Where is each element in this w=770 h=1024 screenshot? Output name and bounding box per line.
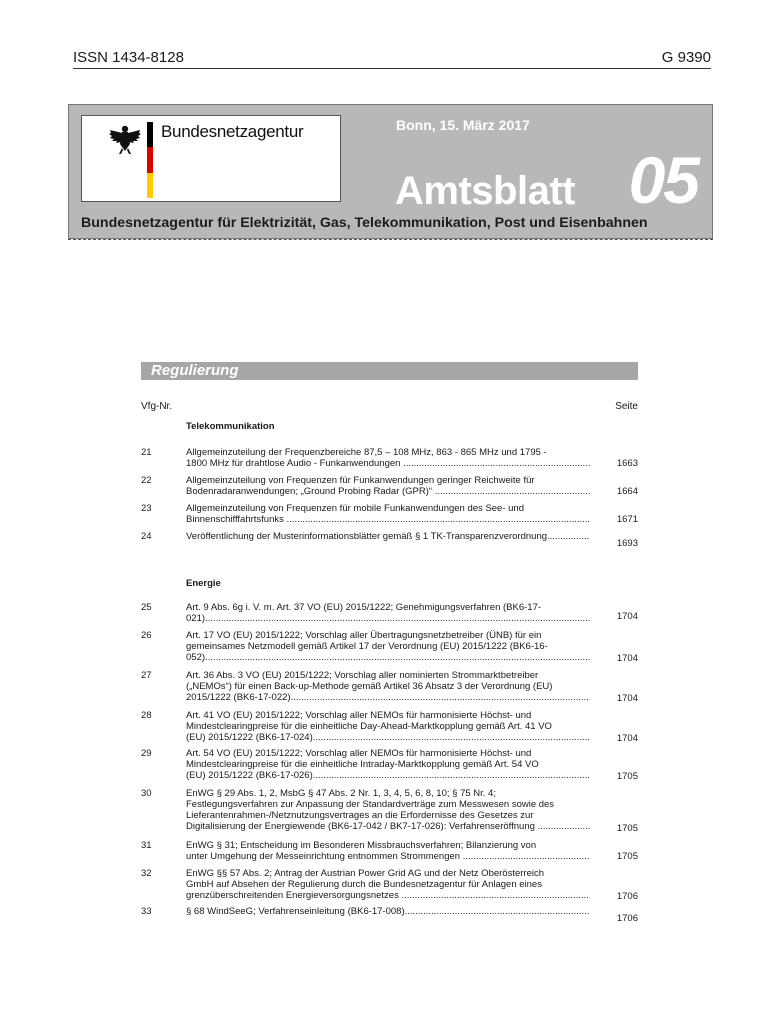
toc-entry-line: 021) ..... xyxy=(186,613,590,624)
toc-entry-line: 2015/1222 (BK6-17-022) ..... xyxy=(186,692,590,703)
toc-entry-title xyxy=(186,475,590,497)
toc-entry-page: 1704 xyxy=(616,653,638,664)
toc-entry-title xyxy=(186,531,590,542)
toc-entry-page: 1693 xyxy=(616,538,638,549)
toc-entry-title xyxy=(186,840,590,862)
toc-entry-title xyxy=(186,447,590,469)
toc-entry-line: Allgemeinzuteilung von Frequenzen für mobile Funkanwendungen des See- und xyxy=(186,503,524,514)
toc-entry-line: Binnenschifffahrtsfunks ..... xyxy=(186,514,590,525)
toc-entry-title xyxy=(186,868,590,901)
toc-entry-number: 23 xyxy=(141,503,152,514)
toc-entry-line: Lieferantenrahmen-/Netznutzungsvertrages an die Erfordernisse des Gesetzes zur xyxy=(186,810,534,821)
toc-entry-number: 29 xyxy=(141,748,152,759)
toc-entry-line: Mindestclearingpreise für die einheitliche Intraday-Marktkopplung gemäß Art. 54 VO xyxy=(186,759,539,770)
toc-entry-page: 1706 xyxy=(616,913,638,924)
toc-entry-line: (EU) 2015/1222 (BK6-17-026) ..... xyxy=(186,770,590,781)
toc-entry-title xyxy=(186,788,590,832)
toc-entry-page: 1664 xyxy=(616,486,638,497)
toc-entry-line: (EU) 2015/1222 (BK6-17-024) ..... xyxy=(186,732,590,743)
agency-name: Bundesnetzagentur xyxy=(161,122,304,141)
toc-entry-page: 1671 xyxy=(616,514,638,525)
publication-title: Amtsblatt xyxy=(395,169,575,213)
toc-entry-number: 21 xyxy=(141,447,152,458)
toc-entry-line: EnWG § 29 Abs. 1, 2, MsbG § 47 Abs. 2 Nr. 1, 3, 4, 5, 6, 8, 10; § 75 Nr. 4; xyxy=(186,788,496,799)
toc-entry-line: gemeinsames Netzmodell gemäß Artikel 17 der Verordnung (EU) 2015/1222 (BK6-16- xyxy=(186,641,548,652)
toc-entry-title xyxy=(186,630,590,663)
toc-entry-title xyxy=(186,503,590,525)
column-header-number: Vfg-Nr. xyxy=(141,401,173,412)
toc-entry-line: 052) ..... xyxy=(186,652,590,663)
toc-entry-number: 22 xyxy=(141,475,152,486)
toc-entry-line: („NEMOs“) für einen Back-up-Methode gemäß Artikel 36 Absatz 3 der Verordnung (EU) xyxy=(186,681,553,692)
flag-bar xyxy=(147,122,153,198)
toc-entry-page: 1704 xyxy=(616,611,638,622)
header-rule xyxy=(73,68,711,69)
toc-category-heading: Energie xyxy=(186,578,221,589)
toc-entry-line: Art. 9 Abs. 6g i. V. m. Art. 37 VO (EU) 2015/1222; Genehmigungsverfahren (BK6-17- xyxy=(186,602,542,613)
toc-entry-number: 28 xyxy=(141,710,152,721)
toc-entry-number: 30 xyxy=(141,788,152,799)
issue-date: Bonn, 15. März 2017 xyxy=(396,117,530,133)
federal-eagle-icon xyxy=(108,124,142,156)
g-number: G 9390 xyxy=(661,49,711,66)
toc-entry-number: 27 xyxy=(141,670,152,681)
toc-entry-line: Veröffentlichung der Musterinformationsblätter gemäß § 1 TK-Transparenzverordnung ..... xyxy=(186,531,590,542)
toc-entry-line: EnWG §§ 57 Abs. 2; Antrag der Austrian Power Grid AG und der Netz Oberösterreich xyxy=(186,868,545,879)
toc-entry-page: 1705 xyxy=(616,823,638,834)
toc-entry-title xyxy=(186,906,590,917)
toc-entry-line: Allgemeinzuteilung von Frequenzen für Funkanwendungen geringer Reichweite für xyxy=(186,475,535,486)
toc-entry-page: 1704 xyxy=(616,733,638,744)
toc-entry-line: Art. 36 Abs. 3 VO (EU) 2015/1222; Vorschlag aller nominierten Strommarktbetreiber xyxy=(186,670,539,681)
toc-entry-page: 1705 xyxy=(616,771,638,782)
toc-entry-page: 1705 xyxy=(616,851,638,862)
agency-logo xyxy=(81,115,341,202)
toc-entry-line: unter Umgehung der Messeinrichtung entnommen Strommengen ..... xyxy=(186,851,590,862)
section-title: Regulierung xyxy=(151,362,239,379)
toc-entry-page: 1704 xyxy=(616,693,638,704)
toc-entry-line: Bodenradaranwendungen; „Ground Probing Radar (GPR)“ ..... xyxy=(186,486,590,497)
section-heading-bar xyxy=(141,362,638,380)
toc-entry-line: Festlegungsverfahren zur Anpassung der Standardverträge zum Messwesen sowie des xyxy=(186,799,555,810)
issue-number: 05 xyxy=(628,143,698,217)
toc-entry-title xyxy=(186,670,590,703)
toc-entry-number: 33 xyxy=(141,906,152,917)
toc-entry-number: 32 xyxy=(141,868,152,879)
toc-entry-line: Mindestclearingpreise für die einheitliche Day-Ahead-Marktkopplung gemäß Art. 41 VO xyxy=(186,721,552,732)
masthead-banner xyxy=(68,104,713,239)
toc-entry-title xyxy=(186,602,590,624)
toc-entry-page: 1663 xyxy=(616,458,638,469)
toc-entry-number: 25 xyxy=(141,602,152,613)
publication-subtitle: Bundesnetzagentur für Elektrizität, Gas, Telekommunikation, Post und Eisenbahnen xyxy=(81,215,648,231)
toc-entry-line: Art. 17 VO (EU) 2015/1222; Vorschlag aller Übertragungsnetzbetreiber (ÜNB) für ein xyxy=(186,630,542,641)
toc-category-heading: Telekommunikation xyxy=(186,421,275,432)
issn-number: ISSN 1434-8128 xyxy=(73,49,184,66)
toc-entry-line: EnWG § 31; Entscheidung im Besonderen Missbrauchsverfahren; Bilanzierung von xyxy=(186,840,537,851)
toc-entry-line: Digitalisierung der Energiewende (BK6-17-042 / BK7-17-026): Verfahrenseröffnung ..... xyxy=(186,821,590,832)
banner-dashed-rule xyxy=(68,239,713,240)
toc-entry-line: Art. 54 VO (EU) 2015/1222; Vorschlag aller NEMOs für harmonisierte Höchst- und xyxy=(186,748,532,759)
toc-entry-line: § 68 WindSeeG; Verfahrenseinleitung (BK6-17-008) ..... xyxy=(186,906,590,917)
toc-entry-page: 1706 xyxy=(616,891,638,902)
toc-entry-line: grenzüberschreitenden Energieversorgungsnetzes ..... xyxy=(186,890,590,901)
toc-entry-line: GmbH auf Absehen der Regulierung durch die Bundesnetzagentur für Anlagen eines xyxy=(186,879,542,890)
toc-entry-title xyxy=(186,748,590,781)
toc-entry-line: Allgemeinzuteilung der Frequenzbereiche 87,5 – 108 MHz, 863 - 865 MHz und 1795 - xyxy=(186,447,547,458)
toc-entry-line: 1800 MHz für drahtlose Audio - Funkanwendungen ..... xyxy=(186,458,590,469)
column-header-page: Seite xyxy=(615,401,638,412)
toc-entry-number: 24 xyxy=(141,531,152,542)
toc-entry-title xyxy=(186,710,590,743)
toc-entry-number: 31 xyxy=(141,840,152,851)
toc-entry-number: 26 xyxy=(141,630,152,641)
toc-entry-line: Art. 41 VO (EU) 2015/1222; Vorschlag aller NEMOs für harmonisierte Höchst- und xyxy=(186,710,532,721)
